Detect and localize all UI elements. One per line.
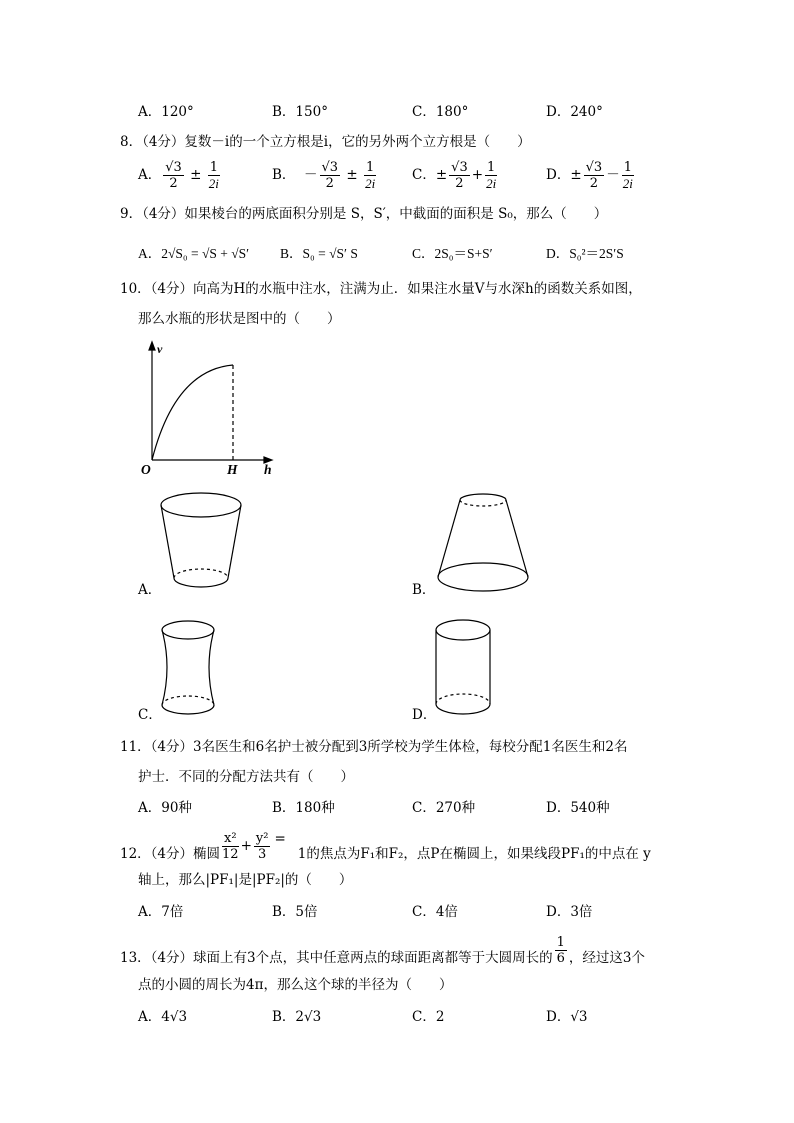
q13-text: ，经过这3个 xyxy=(568,950,645,966)
option-label: C． xyxy=(412,167,436,183)
denominator: 6 xyxy=(556,951,565,966)
q13-text: 13．（4分）球面上有3个点，其中任意两点的球面距离都等于大圆周长的 xyxy=(120,950,553,966)
operator: ± xyxy=(190,167,202,183)
container-b xyxy=(438,494,528,591)
numerator: √3 xyxy=(585,160,603,175)
q12-text: 1的焦点为F₁和F₂，点P在椭圆上，如果线段PF₁的中点在 y xyxy=(297,846,651,862)
operator: － xyxy=(606,167,620,183)
q11-option-a: A．90种 xyxy=(138,800,192,816)
numerator: y² xyxy=(255,831,269,846)
denominator: 2i xyxy=(486,176,497,191)
denominator: 2 xyxy=(589,176,599,191)
numerator: √3 xyxy=(165,160,182,175)
option-label: A． xyxy=(138,167,162,183)
q9-option-b: B．S₀ = √S′ S xyxy=(280,246,358,261)
q11-stem-line2: 护士．不同的分配方法共有（ ） xyxy=(138,769,354,785)
q13-stem-line1 xyxy=(120,935,645,966)
graph-h-mark: H xyxy=(227,462,238,477)
q13-stem-line2: 点的小圆的周长为4π，那么这个球的半径为（ ） xyxy=(138,977,453,993)
q12-option-d: D．3倍 xyxy=(546,904,593,920)
numerator: √3 xyxy=(451,160,468,175)
q10-stem-line1: 10．（4分）向高为H的水瓶中注水，注满为止．如果注水量V与水深h的函数关系如图， xyxy=(120,281,642,297)
q11-stem-line1: 11．（4分）3名医生和6名护士被分配到3所学校为学生体检，每校分配1名医生和2名 xyxy=(120,739,628,755)
option-label: B． xyxy=(272,167,296,183)
q9-option-a: A．2√S₀ = √S + √S′ xyxy=(138,246,250,261)
q10-stem-line2: 那么水瓶的形状是图中的（ ） xyxy=(138,311,341,327)
numerator: 1 xyxy=(209,160,218,175)
q7-option-a: A．120° xyxy=(138,104,194,120)
graph-x-label: h xyxy=(264,462,272,477)
q11-option-d: D．540种 xyxy=(546,800,610,816)
graph-y-label: v xyxy=(157,342,163,356)
q10-option-b: B． xyxy=(412,582,436,598)
q10-option-a: A． xyxy=(138,582,162,598)
q10-option-d: D． xyxy=(412,707,437,723)
option-label: D． xyxy=(546,167,571,183)
operator: ± xyxy=(346,167,358,183)
prefix: ± xyxy=(435,167,448,183)
q7-option-c: C．180° xyxy=(412,104,469,120)
q12-option-c: C．4倍 xyxy=(412,904,458,920)
q12-prefix: 12．（4分）椭圆 xyxy=(120,846,221,862)
q12-option-b: B．5倍 xyxy=(272,904,318,920)
q10-option-c: C． xyxy=(138,707,162,723)
denominator: 2 xyxy=(455,176,464,191)
operator: + xyxy=(240,838,252,854)
numerator: x² xyxy=(224,831,237,846)
q13-option-b: B．2√3 xyxy=(272,1009,322,1025)
q9-stem: 9．（4分）如果棱台的两底面积分别是 S，S′，中截面的面积是 S₀，那么（ ） xyxy=(120,206,608,222)
q9-option-d: D．S₀²＝2S′S xyxy=(546,246,624,261)
denominator: 12 xyxy=(222,847,239,862)
q7-option-d: D．240° xyxy=(546,104,603,120)
q13-option-a: A．4√3 xyxy=(138,1009,188,1025)
q13-option-c: C．2 xyxy=(412,1009,445,1025)
numerator: 1 xyxy=(623,160,632,175)
q8-stem: 8．（4分）复数－i的一个立方根是i，它的另外两个立方根是（ ） xyxy=(120,134,531,150)
q11-option-b: B．180种 xyxy=(272,800,335,816)
denominator: 2i xyxy=(365,176,376,191)
operator: = xyxy=(274,831,286,847)
numerator: 1 xyxy=(487,160,496,175)
prefix: ± xyxy=(570,167,582,183)
denominator: 2 xyxy=(325,176,334,191)
prefix: － xyxy=(304,167,318,183)
container-d xyxy=(436,620,490,714)
denominator: 2 xyxy=(169,176,178,191)
numerator: 1 xyxy=(556,935,565,950)
container-a xyxy=(161,493,241,587)
denominator: 2i xyxy=(208,176,219,191)
q12-stem-line2: 轴上，那么|PF₁|是|PF₂|的（ ） xyxy=(138,872,353,888)
denominator: 3 xyxy=(258,847,267,862)
denominator: 2i xyxy=(622,176,633,191)
q7-option-b: B．150° xyxy=(272,104,328,120)
q11-option-c: C．270种 xyxy=(412,800,476,816)
q9-option-c: C．2S₀＝S+S′ xyxy=(412,246,493,261)
numerator: 1 xyxy=(365,160,375,175)
q12-stem-line1 xyxy=(120,831,651,862)
graph-origin-label: O xyxy=(141,462,151,477)
q13-option-d: D．√3 xyxy=(546,1009,588,1025)
numerator: √3 xyxy=(321,160,339,175)
container-c xyxy=(162,621,214,714)
operator: + xyxy=(471,167,484,183)
q12-option-a: A．7倍 xyxy=(138,904,184,920)
